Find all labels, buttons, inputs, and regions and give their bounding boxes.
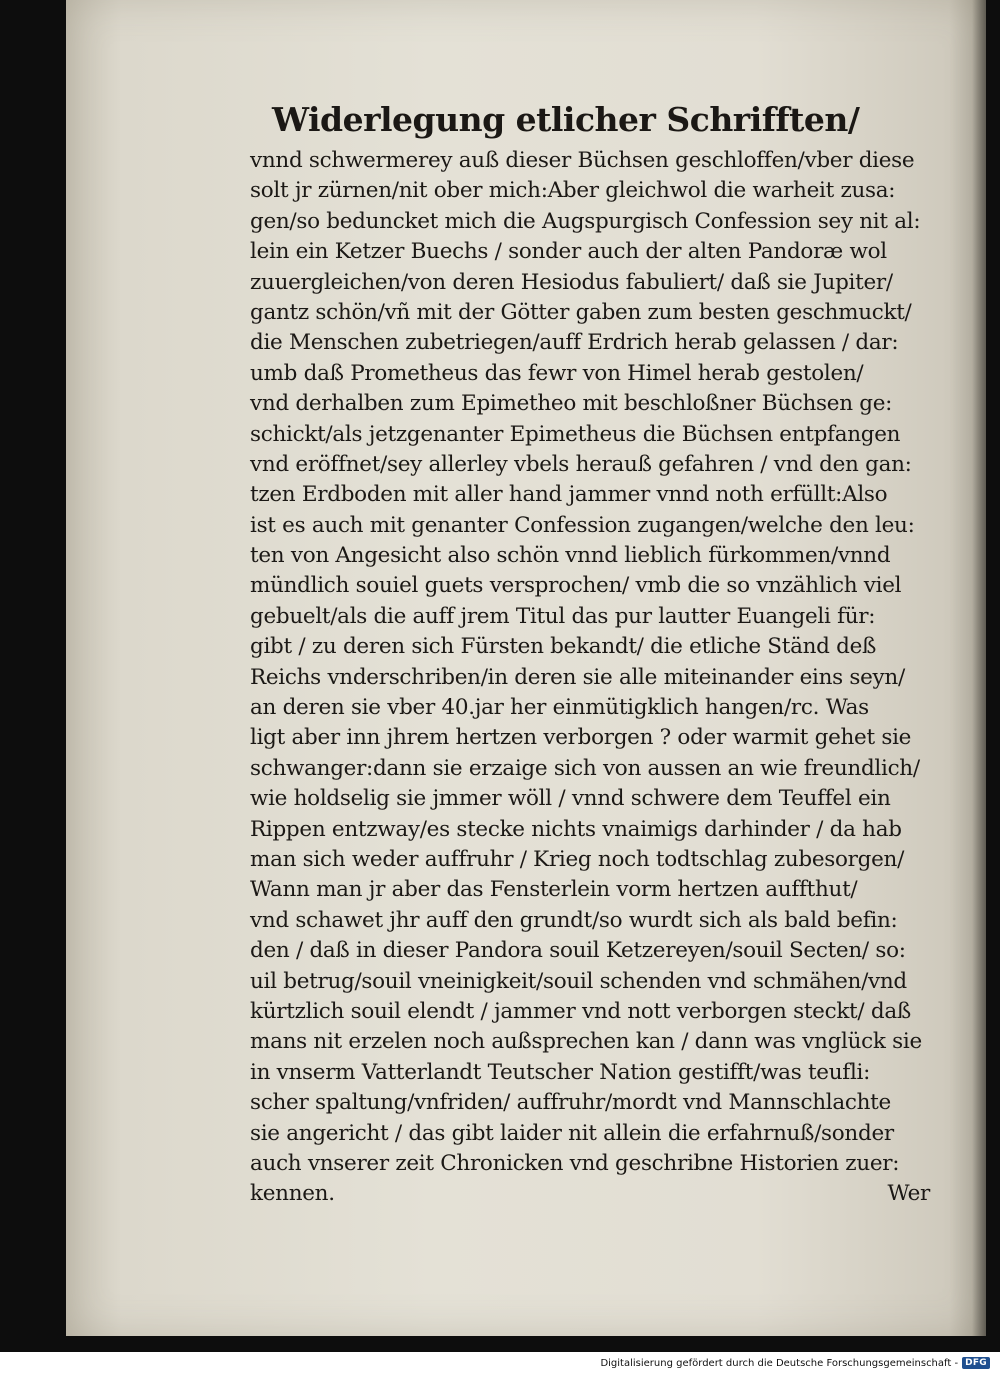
text-line-final xyxy=(250,1179,930,1209)
text-line: ist es auch mit genanter Confession zugangen/welche den leu: xyxy=(250,512,915,538)
text-line: man sich weder auffruhr / Krieg noch todtschlag zubesorgen/ xyxy=(250,846,905,872)
text-line: vnd eröffnet/sey allerley vbels herauß gefahren / vnd den gan: xyxy=(250,451,912,477)
dfg-logo: DFG xyxy=(962,1357,990,1369)
text-line: gantz schön/vñ mit der Götter gaben zum besten geschmuckt/ xyxy=(250,299,912,325)
text-line: vnd schawet jhr auff den grundt/so wurdt sich als bald befin: xyxy=(250,907,898,933)
text-line: ten von Angesicht also schön vnnd lieblich fürkommen/vnnd xyxy=(250,543,891,569)
final-word: kennen. xyxy=(250,1181,335,1207)
text-line: gibt / zu deren sich Fürsten bekandt/ die etliche Ständ deß xyxy=(250,634,877,660)
text-line: mans nit erzelen noch außsprechen kan / dann was vnglück sie xyxy=(250,1029,922,1055)
page-edge-shadow xyxy=(972,0,986,1336)
text-line: zuuergleichen/von deren Hesiodus fabuliert/ daß sie Jupiter/ xyxy=(250,269,893,295)
text-line: gen/so beduncket mich die Augspurgisch Confession sey nit al: xyxy=(250,208,921,234)
text-line: Wann man jr aber das Fensterlein vorm hertzen auffthut/ xyxy=(250,877,858,903)
text-line: an deren sie vber 40.jar her einmütigklich hangen/rc. Was xyxy=(250,695,869,721)
text-line: Rippen entzway/es stecke nichts vnaimigs darhinder / da hab xyxy=(250,816,902,842)
credit-text: Digitalisierung gefördert durch die Deutsche Forschungsgemeinschaft - xyxy=(600,1357,959,1369)
text-line: den / daß in dieser Pandora souil Ketzereyen/souil Secten/ so: xyxy=(250,938,906,964)
body-text xyxy=(250,146,940,1210)
text-line: umb daß Prometheus das fewr von Himel herab gestolen/ xyxy=(250,360,864,386)
text-line: tzen Erdboden mit aller hand jammer vnnd noth erfüllt:Also xyxy=(250,482,888,508)
text-line: schickt/als jetzgenanter Epimetheus die Büchsen entpfangen xyxy=(250,421,901,447)
text-line: die Menschen zubetriegen/auff Erdrich herab gelassen / dar: xyxy=(250,330,899,356)
running-head: Widerlegung etlicher Schrifften/ xyxy=(272,100,860,139)
catchword: Wer xyxy=(887,1181,930,1207)
text-line: schwanger:dann sie erzaige sich von aussen an wie freundlich/ xyxy=(250,755,920,781)
text-line: gebuelt/als die auff jrem Titul das pur lautter Euangeli für: xyxy=(250,603,876,629)
text-line: auch vnserer zeit Chronicken vnd geschribne Historien zuer: xyxy=(250,1150,900,1176)
text-line: kürtzlich souil elendt / jammer vnd nott verborgen steckt/ daß xyxy=(250,998,911,1024)
text-line: mündlich souiel guets versprochen/ vmb die so vnzählich viel xyxy=(250,573,902,599)
text-line: vnd derhalben zum Epimetheo mit beschloßner Büchsen ge: xyxy=(250,391,893,417)
text-line: in vnserm Vatterlandt Teutscher Nation gestifft/was teufli: xyxy=(250,1059,871,1085)
text-line: vnnd schwermerey auß dieser Büchsen geschloffen/vber diese xyxy=(250,148,915,173)
text-line: sie angericht / das gibt laider nit allein die erfahrnuß/sonder xyxy=(250,1120,894,1146)
text-line: lein ein Ketzer Buechs / sonder auch der alten Pandoræ wol xyxy=(250,239,887,265)
digitization-credit xyxy=(0,1352,1000,1374)
text-line: solt jr zürnen/nit ober mich:Aber gleichwol die warheit zusa: xyxy=(250,178,896,204)
text-line: uil betrug/souil vneinigkeit/souil schenden vnd schmähen/vnd xyxy=(250,968,907,994)
text-line: wie holdselig sie jmmer wöll / vnnd schwere dem Teuffel ein xyxy=(250,786,891,812)
text-line: scher spaltung/vnfriden/ auffruhr/mordt vnd Mannschlachte xyxy=(250,1090,891,1116)
text-line: Reichs vnderschriben/in deren sie alle miteinander eins seyn/ xyxy=(250,664,905,690)
text-line: ligt aber inn jhrem hertzen verborgen ? oder warmit gehet sie xyxy=(250,725,912,751)
